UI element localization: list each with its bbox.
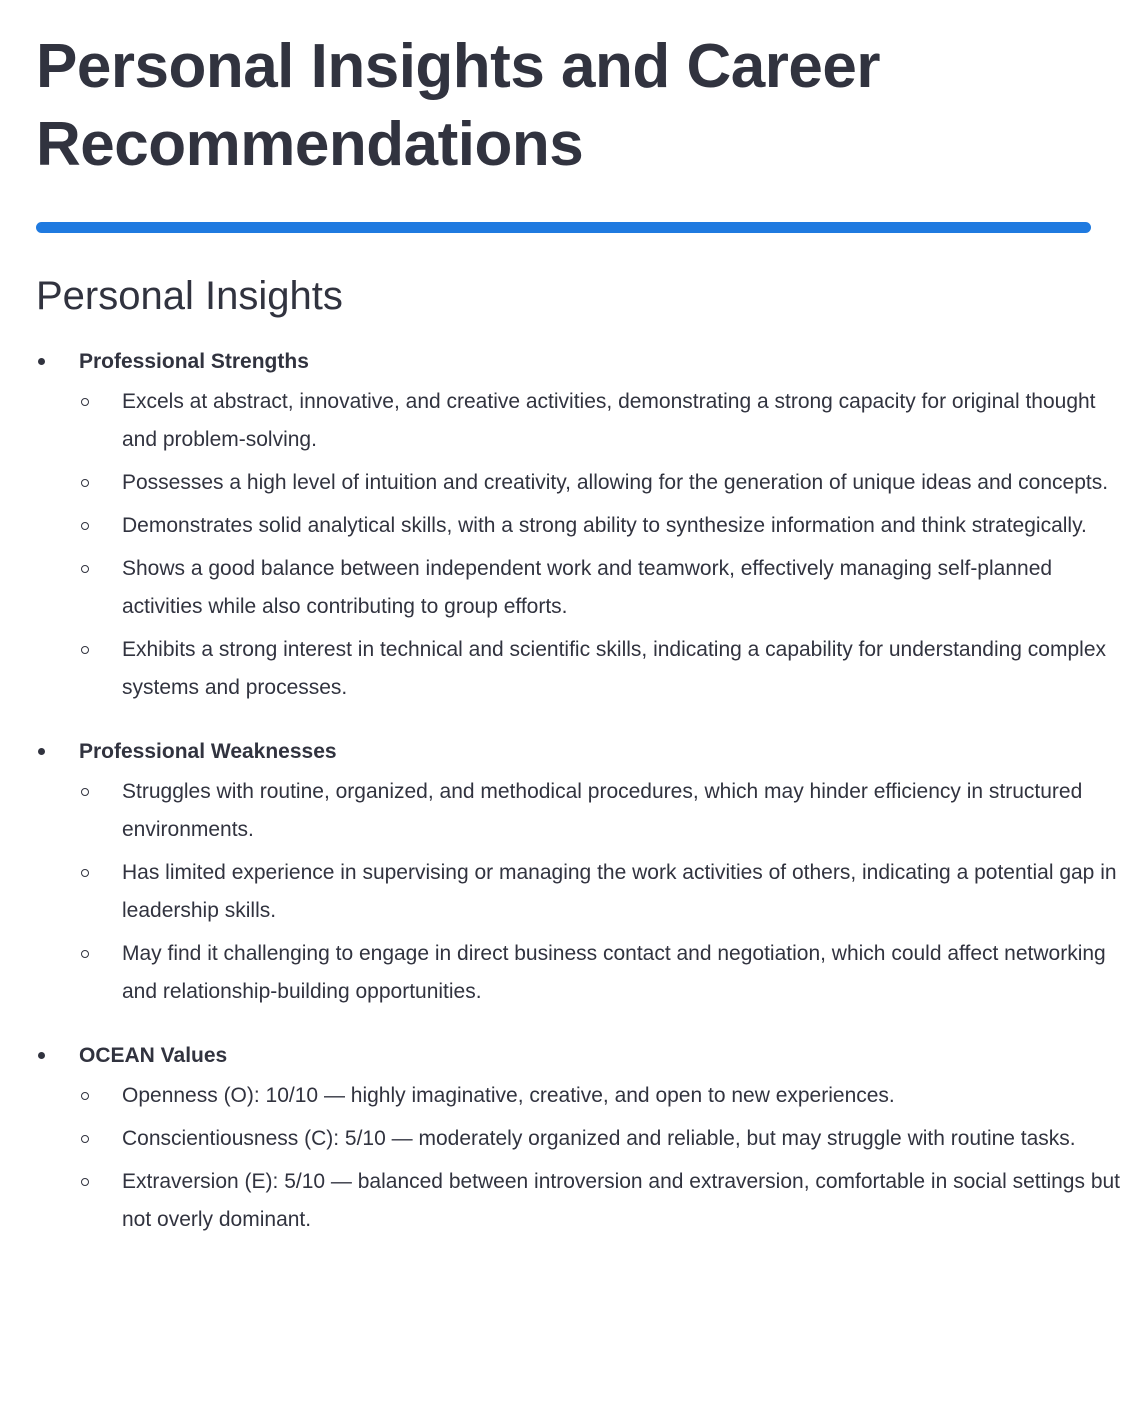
circle-bullet-icon: [81, 522, 89, 530]
group-heading: Professional Weaknesses: [79, 740, 337, 763]
list-item-text: Demonstrates solid analytical skills, with a strong ability to synthesize information and think strategically.: [122, 514, 1087, 537]
weaknesses-list: [79, 773, 1117, 1011]
group-professional-weaknesses: [36, 737, 1117, 1011]
group-heading: OCEAN Values: [79, 1044, 228, 1067]
list-item: [79, 383, 1132, 459]
circle-bullet-icon: [81, 1092, 89, 1100]
list-item: [79, 935, 1132, 1011]
group-ocean-values: [36, 1041, 1121, 1239]
list-item-text: May find it challenging to engage in direct business contact and negotiation, which could affect networking and relationship-building opportunities.: [122, 942, 1106, 1003]
list-item: [79, 550, 1132, 626]
bullet-icon: [38, 1052, 45, 1059]
group-professional-strengths: [36, 347, 1109, 707]
list-item: [79, 773, 1132, 849]
circle-bullet-icon: [81, 479, 89, 487]
list-item-text: Shows a good balance between independent work and teamwork, effectively managing self-planned activities while also contributing to group efforts.: [122, 557, 1053, 618]
circle-bullet-icon: [81, 1135, 89, 1143]
list-item: [79, 1077, 1132, 1115]
list-item-text: Possesses a high level of intuition and creativity, allowing for the generation of unique ideas and concepts.: [122, 471, 1109, 494]
circle-bullet-icon: [81, 646, 89, 654]
circle-bullet-icon: [81, 398, 89, 406]
list-item: [79, 631, 1132, 707]
circle-bullet-icon: [81, 869, 89, 877]
page-title: Personal Insights and Career Recommendations: [36, 32, 880, 179]
list-item: [79, 464, 1132, 502]
list-item-text: Extraversion (E): 5/10 — balanced between introversion and extraversion, comfortable in social settings but not overly dominant.: [122, 1170, 1121, 1231]
list-item: [79, 854, 1132, 930]
list-item: [79, 1120, 1132, 1158]
circle-bullet-icon: [81, 950, 89, 958]
title-divider: [36, 222, 1091, 233]
list-item-text: Excels at abstract, innovative, and creative activities, demonstrating a strong capacity for original thought and problem-solving.: [122, 390, 1096, 451]
ocean-list: [79, 1077, 1121, 1239]
list-item-text: Openness (O): 10/10 — highly imaginative, creative, and open to new experiences.: [122, 1084, 895, 1107]
list-item: [79, 507, 1132, 545]
section-title: Personal Insights: [36, 274, 343, 318]
list-item-text: Conscientiousness (C): 5/10 — moderately organized and reliable, but may struggle with routine tasks.: [122, 1127, 1076, 1150]
strengths-list: [79, 383, 1109, 707]
list-item-text: Struggles with routine, organized, and methodical procedures, which may hinder efficiency in structured environments.: [122, 780, 1083, 841]
list-item-text: Has limited experience in supervising or managing the work activities of others, indicating a potential gap in leadership skills.: [122, 861, 1117, 922]
bullet-icon: [38, 748, 45, 755]
circle-bullet-icon: [81, 788, 89, 796]
group-heading: Professional Strengths: [79, 350, 309, 373]
bullet-icon: [38, 358, 45, 365]
insight-groups: [36, 347, 1121, 1239]
circle-bullet-icon: [81, 565, 89, 573]
list-item-text: Exhibits a strong interest in technical and scientific skills, indicating a capability for understanding complex systems and processes.: [122, 638, 1107, 699]
circle-bullet-icon: [81, 1178, 89, 1186]
list-item: [79, 1163, 1132, 1239]
